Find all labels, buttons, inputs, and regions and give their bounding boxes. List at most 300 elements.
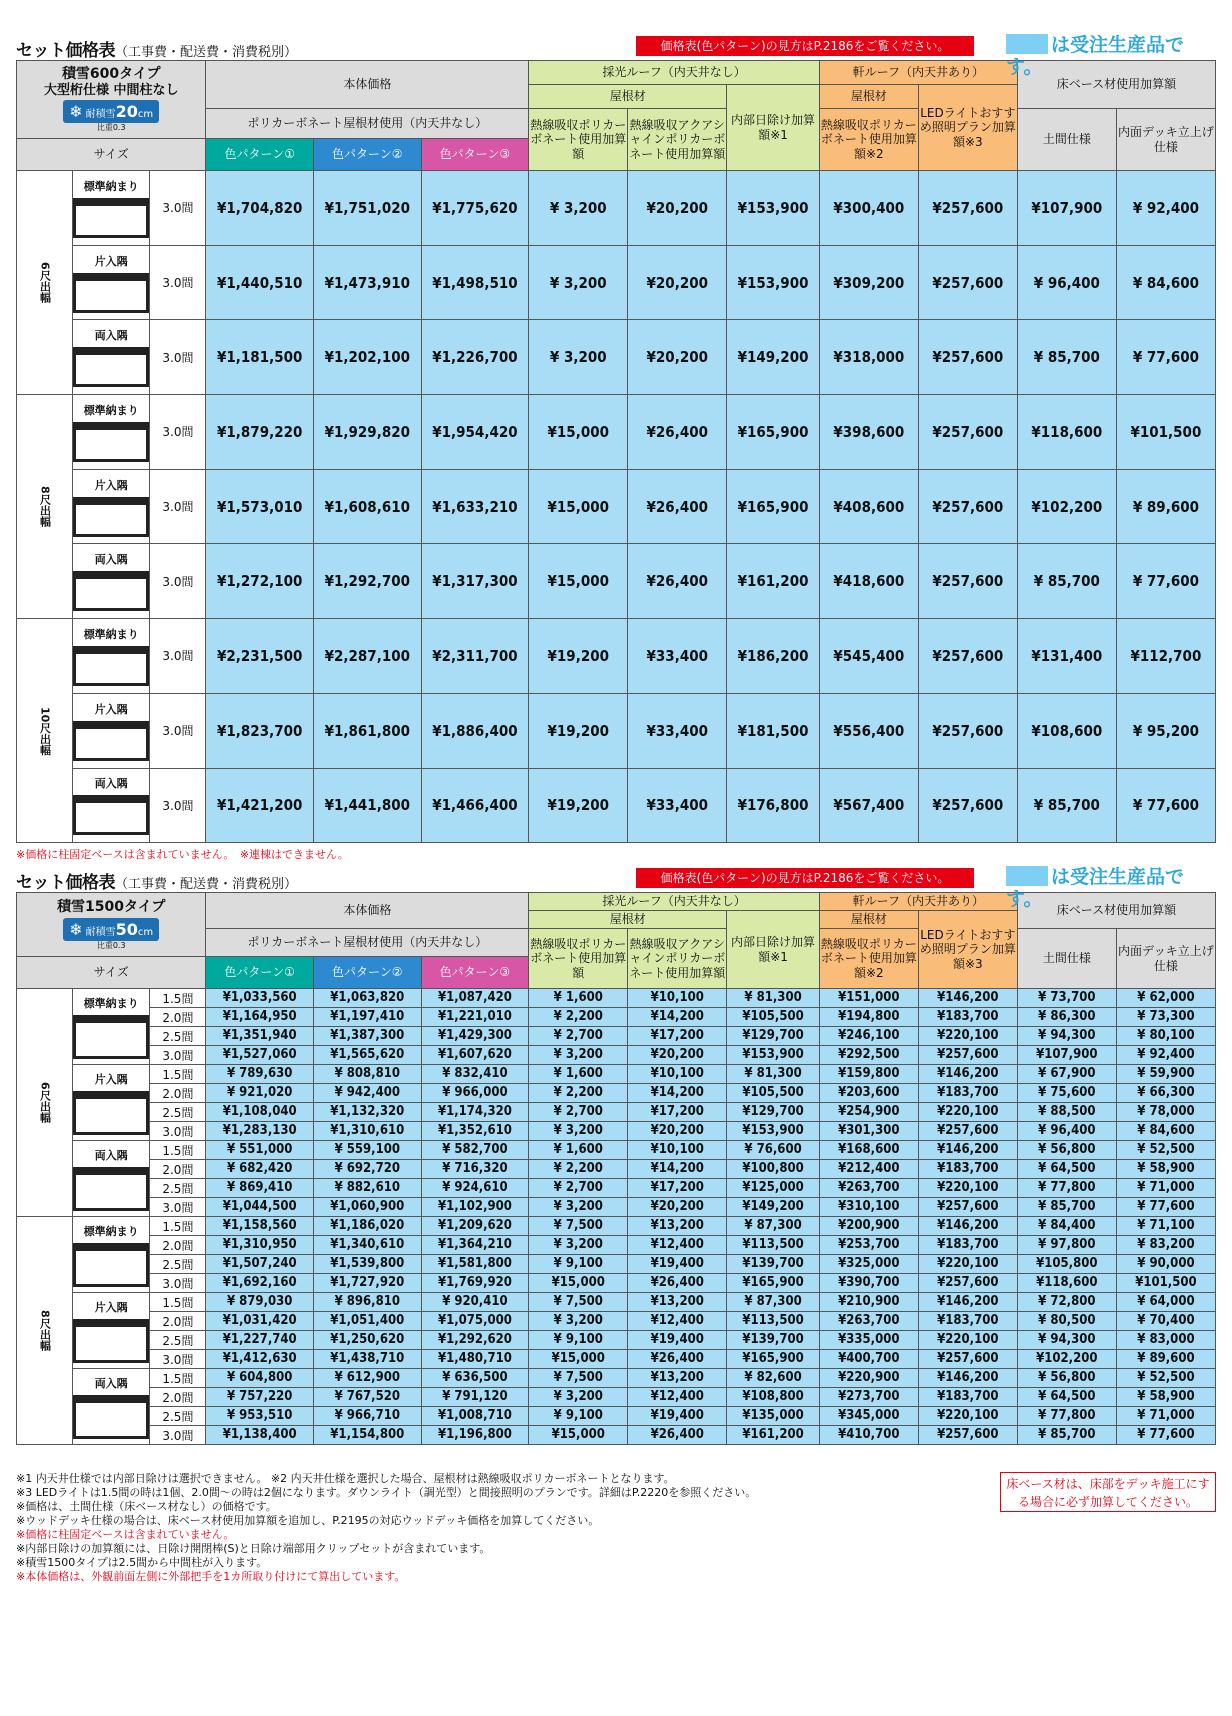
price-cell: ¥ 3,200 bbox=[529, 1198, 628, 1217]
table-row bbox=[17, 1141, 1216, 1160]
price-cell: ¥ 2,700 bbox=[529, 1179, 628, 1198]
price-cell: ¥ 81,300 bbox=[727, 1065, 820, 1084]
price-cell: ¥300,400 bbox=[819, 171, 918, 246]
price-cell: ¥ 64,500 bbox=[1017, 1160, 1116, 1179]
legend-swatch bbox=[1006, 34, 1048, 54]
price-cell: ¥325,000 bbox=[819, 1255, 918, 1274]
price-cell: ¥10,100 bbox=[628, 989, 727, 1008]
price-cell: ¥ 3,200 bbox=[529, 171, 628, 246]
price-cell: ¥ 84,600 bbox=[1116, 1122, 1215, 1141]
type-label: 両入隅 bbox=[94, 1148, 128, 1162]
price-cell: ¥ 3,200 bbox=[529, 1236, 628, 1255]
price-cell: ¥398,600 bbox=[819, 395, 918, 470]
price-cell: ¥257,600 bbox=[918, 619, 1017, 694]
carport-frame-icon bbox=[73, 571, 149, 611]
price-cell: ¥1,466,400 bbox=[421, 768, 529, 843]
price-cell: ¥1,608,610 bbox=[314, 469, 422, 544]
carport-frame-icon bbox=[73, 273, 149, 313]
price-cell: ¥1,387,300 bbox=[314, 1027, 422, 1046]
price-cell: ¥183,700 bbox=[918, 1236, 1017, 1255]
price-cell: ¥1,087,420 bbox=[421, 989, 529, 1008]
carport-frame-icon bbox=[73, 422, 149, 462]
price-cell: ¥2,231,500 bbox=[206, 619, 314, 694]
price-cell: ¥108,600 bbox=[1017, 693, 1116, 768]
width-label: 6尺出幅 bbox=[17, 171, 73, 395]
table-row bbox=[17, 1407, 1216, 1426]
price-cell: ¥113,500 bbox=[727, 1236, 820, 1255]
price-cell: ¥1,751,020 bbox=[314, 171, 422, 246]
badge-label: 耐積雪 bbox=[85, 109, 116, 121]
price-cell: ¥1,181,500 bbox=[206, 320, 314, 395]
price-cell: ¥200,900 bbox=[819, 1217, 918, 1236]
price-cell: ¥10,100 bbox=[628, 1065, 727, 1084]
badge-unit: cm bbox=[137, 926, 154, 938]
table-row bbox=[17, 1217, 1216, 1236]
subtitle-text: （工事費・配送費・消費税別） bbox=[115, 45, 298, 60]
type-illustration bbox=[73, 1299, 149, 1363]
price-cell: ¥254,900 bbox=[819, 1103, 918, 1122]
type-cell bbox=[72, 619, 149, 694]
price-cell: ¥15,000 bbox=[529, 1274, 628, 1293]
table-row bbox=[17, 1312, 1216, 1331]
price-cell: ¥13,200 bbox=[628, 1217, 727, 1236]
type-cell bbox=[72, 171, 149, 246]
price-cell: ¥ 2,200 bbox=[529, 1160, 628, 1179]
table-row bbox=[17, 1008, 1216, 1027]
price-cell: ¥20,200 bbox=[628, 171, 727, 246]
price-cell: ¥1,033,560 bbox=[206, 989, 314, 1008]
type-illustration bbox=[73, 1375, 149, 1439]
price-cell: ¥146,200 bbox=[918, 1217, 1017, 1236]
price-cell: ¥1,527,060 bbox=[206, 1046, 314, 1065]
price-cell: ¥153,900 bbox=[727, 171, 820, 246]
table-row bbox=[17, 1426, 1216, 1445]
length-cell: 3.0間 bbox=[150, 1046, 206, 1065]
type-cell bbox=[72, 544, 149, 619]
price-cell: ¥149,200 bbox=[727, 320, 820, 395]
price-cell: ¥13,200 bbox=[628, 1293, 727, 1312]
price-cell: ¥257,600 bbox=[918, 1274, 1017, 1293]
price-cell: ¥1,727,920 bbox=[314, 1274, 422, 1293]
price-cell: ¥257,600 bbox=[918, 320, 1017, 395]
inner-shade-header: 内部日除け加算額※1 bbox=[727, 85, 820, 171]
price-cell: ¥ 3,200 bbox=[529, 1312, 628, 1331]
price-cell: ¥ 85,700 bbox=[1017, 768, 1116, 843]
price-cell: ¥107,900 bbox=[1017, 171, 1116, 246]
price-cell: ¥159,800 bbox=[819, 1065, 918, 1084]
price-cell: ¥1,197,410 bbox=[314, 1008, 422, 1027]
length-cell: 3.0間 bbox=[150, 171, 206, 246]
doma-header: 土間仕様 bbox=[1017, 929, 1116, 989]
price-cell: ¥ 9,100 bbox=[529, 1255, 628, 1274]
price-cell: ¥165,900 bbox=[727, 469, 820, 544]
price-cell: ¥410,700 bbox=[819, 1426, 918, 1445]
price-cell: ¥ 64,000 bbox=[1116, 1293, 1215, 1312]
footnote: ※ウッドデッキ仕様の場合は、床ベース材使用加算額を追加し、P.2195の対応ウッドデッキ価格を加算してください。 bbox=[16, 1514, 600, 1527]
length-cell: 2.5間 bbox=[150, 1103, 206, 1122]
length-cell: 3.0間 bbox=[150, 1274, 206, 1293]
price-cell: ¥318,000 bbox=[819, 320, 918, 395]
price-cell: ¥105,500 bbox=[727, 1008, 820, 1027]
length-cell: 3.0間 bbox=[150, 245, 206, 320]
title-text: セット価格表 bbox=[16, 873, 115, 893]
type-cell bbox=[72, 320, 149, 395]
price-cell: ¥ 77,600 bbox=[1116, 768, 1215, 843]
table-row bbox=[17, 693, 1216, 768]
price-cell: ¥1,565,620 bbox=[314, 1046, 422, 1065]
type-illustration bbox=[73, 253, 149, 313]
price-cell: ¥ 96,400 bbox=[1017, 245, 1116, 320]
price-cell: ¥ 62,000 bbox=[1116, 989, 1215, 1008]
type-cell bbox=[72, 469, 149, 544]
price-cell: ¥ 97,800 bbox=[1017, 1236, 1116, 1255]
price-cell: ¥ 77,600 bbox=[1116, 544, 1215, 619]
price-cell: ¥ 3,200 bbox=[529, 245, 628, 320]
price-cell: ¥210,900 bbox=[819, 1293, 918, 1312]
price-cell: ¥220,100 bbox=[918, 1103, 1017, 1122]
price-cell: ¥ 77,800 bbox=[1017, 1407, 1116, 1426]
price-cell: ¥1,102,900 bbox=[421, 1198, 529, 1217]
price-table-section-2 bbox=[16, 862, 1216, 1445]
model-cell bbox=[17, 893, 206, 957]
price-cell: ¥1,480,710 bbox=[421, 1350, 529, 1369]
price-cell: ¥1,063,820 bbox=[314, 989, 422, 1008]
price-cell: ¥2,287,100 bbox=[314, 619, 422, 694]
price-cell: ¥33,400 bbox=[628, 768, 727, 843]
price-cell: ¥19,200 bbox=[529, 619, 628, 694]
price-cell: ¥108,800 bbox=[727, 1388, 820, 1407]
price-cell: ¥ 682,420 bbox=[206, 1160, 314, 1179]
price-cell: ¥408,600 bbox=[819, 469, 918, 544]
legend-swatch bbox=[1006, 866, 1048, 886]
price-cell: ¥146,200 bbox=[918, 989, 1017, 1008]
table-row bbox=[17, 1065, 1216, 1084]
price-cell: ¥253,700 bbox=[819, 1236, 918, 1255]
legend-text: は受注生産品です。 bbox=[1006, 34, 1185, 78]
price-cell: ¥26,400 bbox=[628, 544, 727, 619]
price-cell: ¥ 3,200 bbox=[529, 320, 628, 395]
price-cell: ¥ 3,200 bbox=[529, 1046, 628, 1065]
section-title bbox=[16, 36, 297, 61]
type-illustration bbox=[73, 402, 149, 462]
length-cell: 3.0間 bbox=[150, 395, 206, 470]
price-cell: ¥1,051,400 bbox=[314, 1312, 422, 1331]
price-cell: ¥168,600 bbox=[819, 1141, 918, 1160]
price-cell: ¥ 7,500 bbox=[529, 1293, 628, 1312]
snowflake-icon: ❄ bbox=[69, 919, 83, 939]
price-cell: ¥26,400 bbox=[628, 1426, 727, 1445]
price-cell: ¥17,200 bbox=[628, 1179, 727, 1198]
price-cell: ¥26,400 bbox=[628, 395, 727, 470]
price-cell: ¥1,539,800 bbox=[314, 1255, 422, 1274]
type-label: 両入隅 bbox=[94, 1376, 128, 1390]
price-cell: ¥1,507,240 bbox=[206, 1255, 314, 1274]
price-cell: ¥ 966,710 bbox=[314, 1407, 422, 1426]
length-cell: 2.5間 bbox=[150, 1179, 206, 1198]
price-cell: ¥139,700 bbox=[727, 1331, 820, 1350]
footnote: ※3 LEDライトは1.5間の時は1個、2.0間〜の時は2個になります。ダウンライト（調光型）と間接照明のプランです。詳細はP.2220を参照ください。 bbox=[16, 1486, 757, 1499]
price-cell: ¥ 89,600 bbox=[1116, 1350, 1215, 1369]
type-label: 標準納まり bbox=[83, 403, 139, 417]
price-cell: ¥ 67,900 bbox=[1017, 1065, 1116, 1084]
price-cell: ¥1,075,000 bbox=[421, 1312, 529, 1331]
price-cell: ¥1,138,400 bbox=[206, 1426, 314, 1445]
deck-header: 内面デッキ立上げ仕様 bbox=[1116, 109, 1215, 171]
price-cell: ¥ 90,000 bbox=[1116, 1255, 1215, 1274]
price-cell: ¥1,202,100 bbox=[314, 320, 422, 395]
price-cell: ¥1,292,620 bbox=[421, 1331, 529, 1350]
table-row bbox=[17, 1179, 1216, 1198]
price-cell: ¥257,600 bbox=[918, 768, 1017, 843]
price-cell: ¥153,900 bbox=[727, 245, 820, 320]
price-cell: ¥ 71,000 bbox=[1116, 1179, 1215, 1198]
price-cell: ¥220,100 bbox=[918, 1255, 1017, 1274]
price-cell: ¥ 2,200 bbox=[529, 1084, 628, 1103]
footnote: ※1 内天井仕様では内部日除けは選択できません。 ※2 内天井仕様を選択した場合、屋根材は熱線吸収ポリカーボネートとなります。 bbox=[16, 1472, 675, 1485]
aqua-poly-header: 熱線吸収アクアシャインポリカーボネート使用加算額 bbox=[628, 929, 727, 989]
length-cell: 1.5間 bbox=[150, 1217, 206, 1236]
price-cell: ¥220,900 bbox=[819, 1369, 918, 1388]
length-cell: 1.5間 bbox=[150, 1065, 206, 1084]
title-text: セット価格表 bbox=[16, 41, 115, 61]
badge-value: 20 bbox=[115, 102, 138, 122]
length-cell: 3.0間 bbox=[150, 469, 206, 544]
price-cell: ¥1,607,620 bbox=[421, 1046, 529, 1065]
table-row bbox=[17, 1046, 1216, 1065]
type-illustration bbox=[73, 178, 149, 238]
price-cell: ¥ 58,900 bbox=[1116, 1388, 1215, 1407]
table-row bbox=[17, 1350, 1216, 1369]
price-cell: ¥ 73,300 bbox=[1116, 1008, 1215, 1027]
price-cell: ¥13,200 bbox=[628, 1369, 727, 1388]
length-cell: 1.5間 bbox=[150, 1369, 206, 1388]
length-cell: 2.0間 bbox=[150, 1388, 206, 1407]
table-row bbox=[17, 544, 1216, 619]
price-cell: ¥257,600 bbox=[918, 1426, 1017, 1445]
price-cell: ¥151,000 bbox=[819, 989, 918, 1008]
price-cell: ¥ 85,700 bbox=[1017, 544, 1116, 619]
price-cell: ¥1,954,420 bbox=[421, 395, 529, 470]
price-cell: ¥146,200 bbox=[918, 1141, 1017, 1160]
snowflake-icon: ❄ bbox=[69, 102, 83, 122]
inner-shade-header: 内部日除け加算額※1 bbox=[727, 911, 820, 989]
made-to-order-legend-2 bbox=[1006, 866, 1216, 910]
price-cell: ¥ 791,120 bbox=[421, 1388, 529, 1407]
type-illustration bbox=[73, 551, 149, 611]
length-cell: 1.5間 bbox=[150, 989, 206, 1008]
price-cell: ¥257,600 bbox=[918, 469, 1017, 544]
deck-header: 内面デッキ立上げ仕様 bbox=[1116, 929, 1215, 989]
price-cell: ¥26,400 bbox=[628, 1350, 727, 1369]
length-cell: 3.0間 bbox=[150, 544, 206, 619]
price-cell: ¥ 77,600 bbox=[1116, 1198, 1215, 1217]
type-cell bbox=[72, 245, 149, 320]
price-cell: ¥ 87,300 bbox=[727, 1293, 820, 1312]
price-cell: ¥ 92,400 bbox=[1116, 1046, 1215, 1065]
table-row bbox=[17, 1236, 1216, 1255]
price-cell: ¥309,200 bbox=[819, 245, 918, 320]
length-cell: 2.0間 bbox=[150, 1084, 206, 1103]
price-cell: ¥ 80,500 bbox=[1017, 1312, 1116, 1331]
price-cell: ¥ 869,410 bbox=[206, 1179, 314, 1198]
price-cell: ¥1,292,700 bbox=[314, 544, 422, 619]
table-row bbox=[17, 1084, 1216, 1103]
price-cell: ¥183,700 bbox=[918, 1160, 1017, 1179]
floor-base-header: 床ベース材使用加算額 bbox=[1017, 61, 1215, 109]
type-label: 片入隅 bbox=[94, 702, 128, 716]
price-cell: ¥20,200 bbox=[628, 1122, 727, 1141]
price-cell: ¥220,100 bbox=[918, 1407, 1017, 1426]
price-cell: ¥15,000 bbox=[529, 395, 628, 470]
price-cell: ¥257,600 bbox=[918, 693, 1017, 768]
price-cell: ¥105,500 bbox=[727, 1084, 820, 1103]
led-light-header: LEDライトおすすめ照明プラン加算額※3 bbox=[918, 85, 1017, 171]
heat-poly-header-2: 熱線吸収ポリカーボネート使用加算額※2 bbox=[819, 109, 918, 171]
price-cell: ¥1,340,610 bbox=[314, 1236, 422, 1255]
price-cell: ¥ 52,500 bbox=[1116, 1369, 1215, 1388]
price-cell: ¥335,000 bbox=[819, 1331, 918, 1350]
floor-base-note: 床ベース材は、床部をデッキ施工にする場合に必ず加算してください。 bbox=[1000, 1472, 1216, 1512]
price-cell: ¥165,900 bbox=[727, 395, 820, 470]
length-cell: 3.0間 bbox=[150, 1426, 206, 1445]
price-cell: ¥257,600 bbox=[918, 171, 1017, 246]
carport-frame-icon bbox=[73, 497, 149, 537]
length-cell: 2.5間 bbox=[150, 1027, 206, 1046]
noki-roof-header: 軒ルーフ（内天井あり） bbox=[819, 61, 1017, 85]
type-illustration bbox=[73, 775, 149, 835]
type-cell bbox=[72, 768, 149, 843]
price-cell: ¥ 77,800 bbox=[1017, 1179, 1116, 1198]
price-cell: ¥ 84,400 bbox=[1017, 1217, 1116, 1236]
roof-material-header: 屋根材 bbox=[529, 85, 727, 109]
price-cell: ¥1,186,020 bbox=[314, 1217, 422, 1236]
length-cell: 3.0間 bbox=[150, 693, 206, 768]
price-table-1500 bbox=[16, 892, 1216, 1445]
price-cell: ¥146,200 bbox=[918, 1369, 1017, 1388]
price-cell: ¥246,100 bbox=[819, 1027, 918, 1046]
color-pattern-1-header: 色パターン① bbox=[206, 139, 314, 171]
price-cell: ¥33,400 bbox=[628, 619, 727, 694]
table-row bbox=[17, 320, 1216, 395]
price-cell: ¥ 73,700 bbox=[1017, 989, 1116, 1008]
price-cell: ¥1,031,420 bbox=[206, 1312, 314, 1331]
price-cell: ¥345,000 bbox=[819, 1407, 918, 1426]
price-cell: ¥263,700 bbox=[819, 1179, 918, 1198]
price-cell: ¥1,429,300 bbox=[421, 1027, 529, 1046]
table-row bbox=[17, 1198, 1216, 1217]
carport-frame-icon bbox=[73, 347, 149, 387]
note-base: ※価格に柱固定ベースは含まれていません。 bbox=[16, 848, 229, 862]
price-cell: ¥390,700 bbox=[819, 1274, 918, 1293]
table-row bbox=[17, 245, 1216, 320]
price-cell: ¥556,400 bbox=[819, 693, 918, 768]
footnote: ※価格は、土間仕様（床ベース材なし）の価格です。 bbox=[16, 1500, 277, 1513]
price-cell: ¥15,000 bbox=[529, 544, 628, 619]
price-table-600 bbox=[16, 60, 1216, 843]
price-cell: ¥1,929,820 bbox=[314, 395, 422, 470]
type-label: 標準納まり bbox=[83, 179, 139, 193]
price-cell: ¥ 953,510 bbox=[206, 1407, 314, 1426]
length-cell: 2.5間 bbox=[150, 1407, 206, 1426]
price-cell: ¥ 94,300 bbox=[1017, 1331, 1116, 1350]
pattern-guide-note-2: 価格表(色パターン)の見方はP.2186をご覧ください。 bbox=[636, 868, 974, 888]
price-cell: ¥1,221,010 bbox=[421, 1008, 529, 1027]
roof-material-header-2: 屋根材 bbox=[819, 911, 918, 929]
type-cell bbox=[72, 395, 149, 470]
price-cell: ¥ 832,410 bbox=[421, 1065, 529, 1084]
price-cell: ¥19,400 bbox=[628, 1255, 727, 1274]
price-cell: ¥ 59,900 bbox=[1116, 1065, 1215, 1084]
price-cell: ¥105,800 bbox=[1017, 1255, 1116, 1274]
color-pattern-3-header: 色パターン③ bbox=[421, 139, 529, 171]
section-title-2 bbox=[16, 868, 297, 893]
price-cell: ¥1,044,500 bbox=[206, 1198, 314, 1217]
length-cell: 2.5間 bbox=[150, 1331, 206, 1350]
price-cell: ¥ 86,300 bbox=[1017, 1008, 1116, 1027]
price-cell: ¥1,498,510 bbox=[421, 245, 529, 320]
footnote: ※本体価格は、外観前面左側に外部把手を1カ所取り付けにて算出しています。 bbox=[16, 1570, 406, 1583]
price-cell: ¥ 921,020 bbox=[206, 1084, 314, 1103]
price-cell: ¥12,400 bbox=[628, 1388, 727, 1407]
price-cell: ¥10,100 bbox=[628, 1141, 727, 1160]
price-cell: ¥ 75,600 bbox=[1017, 1084, 1116, 1103]
type-label: 片入隅 bbox=[94, 254, 128, 268]
price-cell: ¥1,226,700 bbox=[421, 320, 529, 395]
price-cell: ¥1,692,160 bbox=[206, 1274, 314, 1293]
price-cell: ¥ 692,720 bbox=[314, 1160, 422, 1179]
table-row bbox=[17, 171, 1216, 246]
price-cell: ¥183,700 bbox=[918, 1388, 1017, 1407]
length-cell: 2.5間 bbox=[150, 1255, 206, 1274]
doma-header: 土間仕様 bbox=[1017, 109, 1116, 171]
price-cell: ¥194,800 bbox=[819, 1008, 918, 1027]
price-cell: ¥ 66,300 bbox=[1116, 1084, 1215, 1103]
price-cell: ¥301,300 bbox=[819, 1122, 918, 1141]
price-cell: ¥ 716,320 bbox=[421, 1160, 529, 1179]
price-cell: ¥100,800 bbox=[727, 1160, 820, 1179]
note-renmune: ※連棟はできません。 bbox=[239, 848, 349, 862]
price-cell: ¥1,633,210 bbox=[421, 469, 529, 544]
price-cell: ¥20,200 bbox=[628, 1198, 727, 1217]
price-cell: ¥220,100 bbox=[918, 1331, 1017, 1350]
carport-frame-icon bbox=[73, 1243, 149, 1287]
subtitle-text: （工事費・配送費・消費税別） bbox=[115, 877, 298, 892]
type-cell bbox=[72, 989, 149, 1065]
price-cell: ¥257,600 bbox=[918, 544, 1017, 619]
price-cell: ¥161,200 bbox=[727, 1426, 820, 1445]
type-cell bbox=[72, 1369, 149, 1445]
price-cell: ¥ 94,300 bbox=[1017, 1027, 1116, 1046]
price-cell: ¥ 70,400 bbox=[1116, 1312, 1215, 1331]
length-cell: 2.0間 bbox=[150, 1312, 206, 1331]
price-cell: ¥ 767,520 bbox=[314, 1388, 422, 1407]
heat-poly-header-2: 熱線吸収ポリカーボネート使用加算額※2 bbox=[819, 929, 918, 989]
price-cell: ¥165,900 bbox=[727, 1350, 820, 1369]
price-cell: ¥ 76,600 bbox=[727, 1141, 820, 1160]
price-cell: ¥1,421,200 bbox=[206, 768, 314, 843]
model-name: 積雪600タイプ bbox=[61, 65, 161, 82]
price-cell: ¥1,823,700 bbox=[206, 693, 314, 768]
price-cell: ¥165,900 bbox=[727, 1274, 820, 1293]
price-cell: ¥14,200 bbox=[628, 1084, 727, 1103]
price-cell: ¥1,196,800 bbox=[421, 1426, 529, 1445]
legend-text: は受注生産品です。 bbox=[1006, 866, 1185, 910]
price-cell: ¥107,900 bbox=[1017, 1046, 1116, 1065]
price-cell: ¥1,438,710 bbox=[314, 1350, 422, 1369]
price-cell: ¥1,352,610 bbox=[421, 1122, 529, 1141]
price-cell: ¥ 78,000 bbox=[1116, 1103, 1215, 1122]
price-cell: ¥26,400 bbox=[628, 469, 727, 544]
